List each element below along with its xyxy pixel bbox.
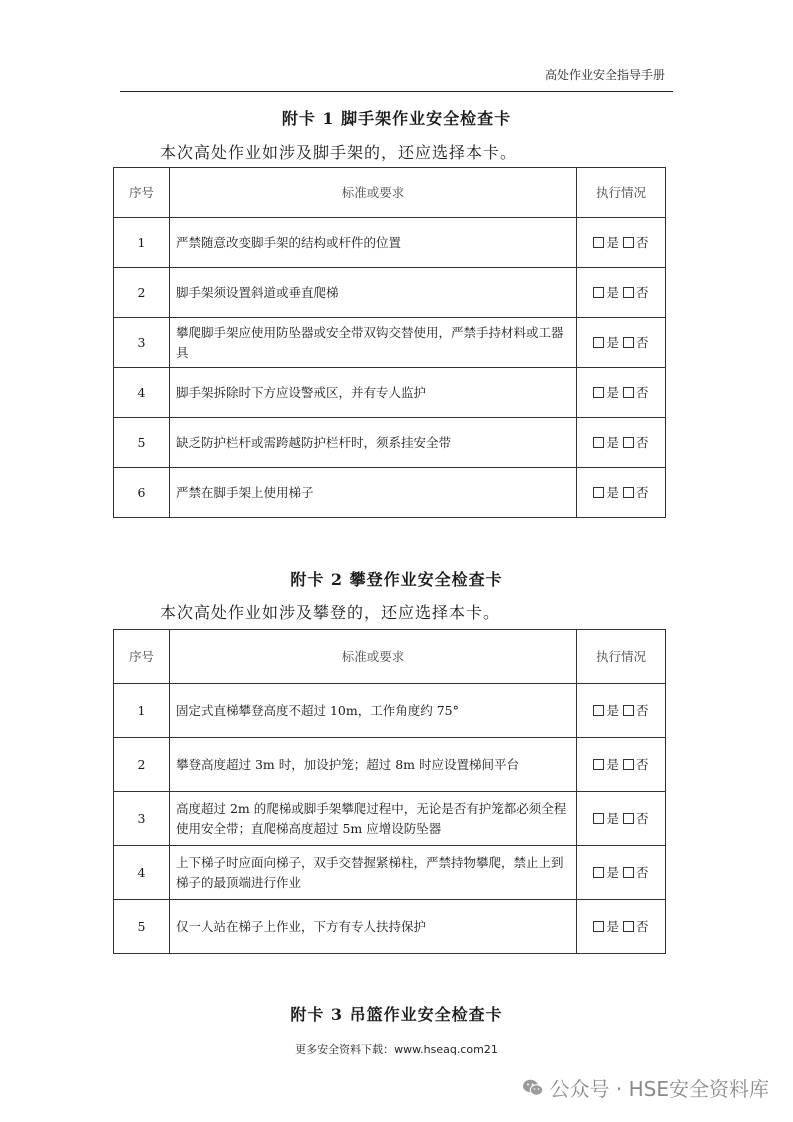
card1-table: [113, 167, 666, 518]
table-row: [114, 738, 666, 792]
row-requirement: 脚手架拆除时下方应设警戒区，并有专人监护: [170, 368, 577, 418]
card2-intro: 本次高处作业如涉及攀登的，还应选择本卡。: [160, 603, 501, 622]
no-checkbox[interactable]: [623, 813, 634, 824]
status-cell: [577, 268, 666, 318]
no-label: 否: [635, 434, 649, 450]
no-label: 否: [635, 702, 649, 718]
status-cell: [577, 218, 666, 268]
no-checkbox[interactable]: [623, 287, 634, 298]
table-row: [114, 468, 666, 518]
table-header-row: [114, 630, 666, 684]
table-row: [114, 268, 666, 318]
no-checkbox[interactable]: [623, 759, 634, 770]
yes-checkbox[interactable]: [593, 813, 604, 824]
no-label: 否: [635, 234, 649, 250]
table-row: [114, 418, 666, 468]
status-cell: [577, 468, 666, 518]
yes-label: 是: [606, 810, 619, 826]
no-label: 否: [635, 810, 649, 826]
status-cell: [577, 846, 666, 900]
no-checkbox[interactable]: [623, 487, 634, 498]
status-cell: [577, 900, 666, 954]
yes-label: 是: [606, 334, 619, 350]
no-label: 否: [635, 918, 649, 934]
no-label: 否: [635, 864, 649, 880]
yes-label: 是: [606, 864, 619, 880]
row-requirement: 仅一人站在梯子上作业，下方有专人扶持保护: [170, 900, 577, 954]
yes-checkbox[interactable]: [593, 287, 604, 298]
row-number: 3: [114, 318, 170, 368]
row-requirement: 高度超过 2m 的爬梯或脚手架攀爬过程中，无论是否有护笼都必须全程使用安全带；直爬梯高度超过 5m 应增设防坠器: [170, 792, 577, 846]
yes-checkbox[interactable]: [593, 759, 604, 770]
card2-table: [113, 629, 666, 954]
yes-checkbox[interactable]: [593, 487, 604, 498]
header-divider: [120, 91, 673, 92]
no-checkbox[interactable]: [623, 437, 634, 448]
row-number: 5: [114, 900, 170, 954]
row-number: 1: [114, 684, 170, 738]
row-requirement: 攀爬脚手架应使用防坠器或安全带双钩交替使用，严禁手持材料或工器具: [170, 318, 577, 368]
row-requirement: 严禁在脚手架上使用梯子: [170, 468, 577, 518]
column-header-no: 序号: [114, 630, 170, 684]
yes-label: 是: [606, 434, 619, 450]
footer-download-link[interactable]: 更多安全资料下载：www.hseaq.com21: [295, 1043, 498, 1056]
column-header-requirement: 标准或要求: [170, 630, 577, 684]
row-number: 2: [114, 738, 170, 792]
row-requirement: 攀登高度超过 3m 时，加设护笼；超过 8m 时应设置梯间平台: [170, 738, 577, 792]
table-row: [114, 792, 666, 846]
no-checkbox[interactable]: [623, 705, 634, 716]
column-header-no: 序号: [114, 168, 170, 218]
no-checkbox[interactable]: [623, 921, 634, 932]
no-label: 否: [635, 484, 649, 500]
yes-label: 是: [606, 384, 619, 400]
table-row: [114, 368, 666, 418]
yes-checkbox[interactable]: [593, 437, 604, 448]
yes-checkbox[interactable]: [593, 337, 604, 348]
no-checkbox[interactable]: [623, 337, 634, 348]
row-requirement: 固定式直梯攀登高度不超过 10m，工作角度约 75°: [170, 684, 577, 738]
yes-checkbox[interactable]: [593, 237, 604, 248]
row-number: 6: [114, 468, 170, 518]
no-label: 否: [635, 384, 649, 400]
status-cell: [577, 318, 666, 368]
row-requirement: 缺乏防护栏杆或需跨越防护栏杆时，须系挂安全带: [170, 418, 577, 468]
row-number: 5: [114, 418, 170, 468]
column-header-requirement: 标准或要求: [170, 168, 577, 218]
yes-checkbox[interactable]: [593, 705, 604, 716]
table-row: [114, 684, 666, 738]
status-cell: [577, 684, 666, 738]
no-checkbox[interactable]: [623, 867, 634, 878]
status-cell: [577, 368, 666, 418]
row-number: 1: [114, 218, 170, 268]
yes-checkbox[interactable]: [593, 867, 604, 878]
watermark: [522, 1073, 769, 1102]
column-header-status: 执行情况: [577, 630, 666, 684]
yes-label: 是: [606, 756, 619, 772]
column-header-status: 执行情况: [577, 168, 666, 218]
table-row: [114, 846, 666, 900]
watermark-text: 公众号 · HSE安全资料库: [549, 1077, 769, 1101]
table-header-row: [114, 168, 666, 218]
yes-label: 是: [606, 284, 619, 300]
no-label: 否: [635, 284, 649, 300]
yes-label: 是: [606, 484, 619, 500]
status-cell: [577, 792, 666, 846]
yes-label: 是: [606, 234, 619, 250]
yes-checkbox[interactable]: [593, 921, 604, 932]
table-row: [114, 900, 666, 954]
card3-title: 附卡 3 吊篮作业安全检查卡: [290, 1005, 503, 1024]
row-number: 2: [114, 268, 170, 318]
status-cell: [577, 738, 666, 792]
table-row: [114, 318, 666, 368]
no-label: 否: [635, 334, 649, 350]
card1-intro: 本次高处作业如涉及脚手架的，还应选择本卡。: [160, 143, 518, 162]
row-number: 4: [114, 846, 170, 900]
row-requirement: 上下梯子时应面向梯子，双手交替握紧梯柱，严禁持物攀爬，禁止上到梯子的最顶端进行作业: [170, 846, 577, 900]
document-header-title: 高处作业安全指导手册: [544, 68, 665, 82]
table-row: [114, 218, 666, 268]
wechat-icon: [522, 1078, 544, 1098]
row-requirement: 严禁随意改变脚手架的结构或杆件的位置: [170, 218, 577, 268]
yes-checkbox[interactable]: [593, 387, 604, 398]
status-cell: [577, 418, 666, 468]
no-checkbox[interactable]: [623, 387, 634, 398]
row-number: 4: [114, 368, 170, 418]
yes-label: 是: [606, 918, 619, 934]
yes-label: 是: [606, 702, 619, 718]
no-label: 否: [635, 756, 649, 772]
no-checkbox[interactable]: [623, 237, 634, 248]
row-number: 3: [114, 792, 170, 846]
card2-title: 附卡 2 攀登作业安全检查卡: [290, 570, 503, 589]
row-requirement: 脚手架须设置斜道或垂直爬梯: [170, 268, 577, 318]
card1-title: 附卡 1 脚手架作业安全检查卡: [281, 109, 512, 128]
